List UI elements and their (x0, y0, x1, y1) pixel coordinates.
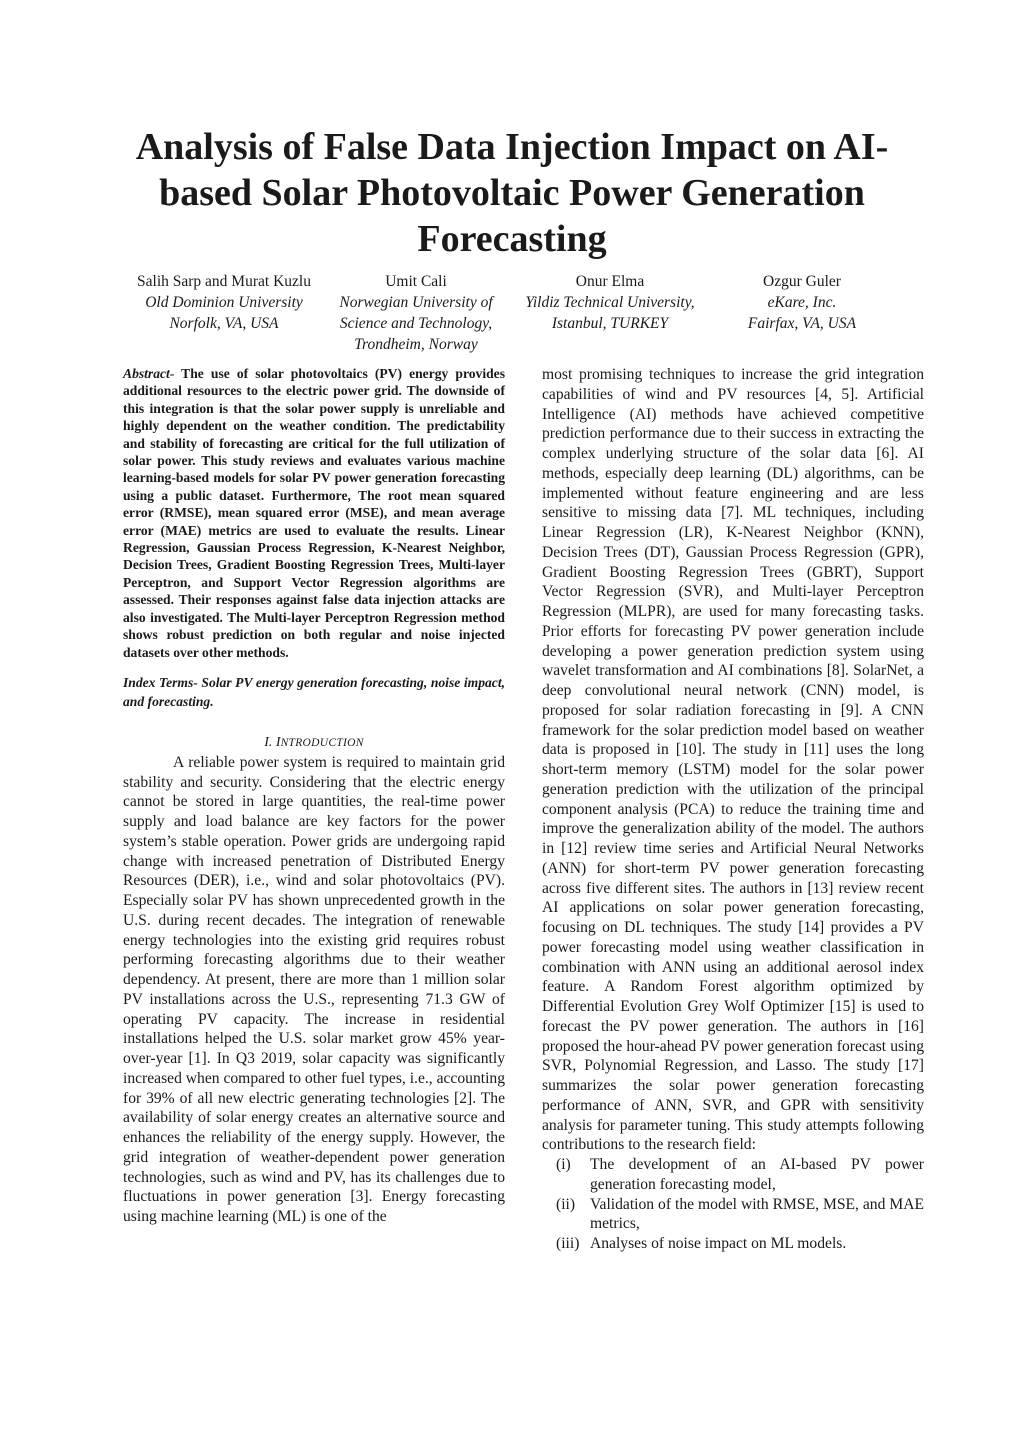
list-item-number: (ii) (556, 1195, 576, 1213)
author-location: Norfolk, VA, USA (169, 315, 279, 332)
paper-title: Analysis of False Data Injection Impact on AI-based Solar Photovoltaic Power Generation Forecasting (135, 126, 889, 260)
author-location: Istanbul, TURKEY (551, 315, 669, 332)
list-item-number: (i) (556, 1156, 571, 1173)
abstract-label: Abstract- (123, 366, 175, 381)
section-number: I. I (264, 734, 281, 750)
abstract (123, 365, 505, 661)
list-item-text: The development of an AI-based PV power generation forecasting model, (590, 1156, 924, 1193)
author-name: Ozgur Guler (763, 273, 841, 290)
author-name: Umit Cali (385, 273, 447, 290)
author-name: Salih Sarp and Murat Kuzlu (137, 273, 311, 290)
list-item-text: Analyses of noise impact on ML models. (590, 1235, 847, 1252)
author-affiliation: Old Dominion University (145, 294, 303, 311)
right-column (542, 365, 924, 1254)
list-item-number: (iii) (556, 1235, 580, 1252)
intro-paragraph-right: most promising techniques to increase the grid integration capabilities of wind and PV resources [4, 5]. Artificial Intelligence (AI) methods have achieved competitive prediction performance due to their success in extracting the complex underlying structure of the solar data [6]. AI methods, especially deep learning (DL) algorithms, can be implemented without feature engineering and are less sensitive to missing data [7]. ML techniques, including Linear Regression (LR), K-Nearest Neighbor (KNN), Decision Trees (DT), Gaussian Process Regression (GPR), Gradient Boosting Regression Trees (GBRT), Support Vector Regression (SVR), and Multi-layer Perceptron Regression (MLPR), are used for many forecasting tasks. Prior efforts for forecasting PV power generation include developing a power generation prediction system using wavelet transformation and AI combinations [8]. SolarNet, a deep convolutional neural network (CNN) model, is proposed for solar radiation forecasting in [9]. A CNN framework for the solar prediction model based on weather data is proposed in [10]. The study in [11] uses the long short-term memory (LSTM) model for the solar power generation prediction with the utilization of the principal component analysis (PCA) to reduce the training time and improve the generalization ability of the model. The authors in [12] review time series and Artificial Neural Networks (ANN) for short-term PV power generation forecasting across five different sites. The authors in [13] review recent AI applications on solar power generation forecasting, focusing on DL techniques. The study [14] provides a PV power forecasting model using weather classification in combination with ANN using an additional aerosol index feature. A Random Forest algorithm optimized by Differential Evolution Grey Wolf Optimizer [15] is used to forecast the PV power generation. The authors in [16] proposed the hour-ahead PV power generation forecast using SVR, Polynomial Regression, and Lasso. The study [17] summarizes the solar power generation forecasting performance of ANN, SVR, and GPR with sensitivity analysis for parameter tuning. This study attempts following contributions to the research field: (542, 366, 924, 1154)
left-column (123, 365, 505, 1227)
author-name: Onur Elma (575, 273, 645, 290)
author-block-4 (720, 271, 884, 334)
contributions-list (542, 1155, 924, 1254)
list-item (542, 1234, 924, 1254)
index-terms: Index Terms- Solar PV energy generation forecasting, noise impact, and forecasting. (123, 674, 505, 709)
author-affiliation: Yildiz Technical University, (525, 294, 695, 311)
intro-paragraph-left: A reliable power system is required to maintain grid stability and security. Considering that the electric energy cannot be stored in large quantities, the real-time power supply and load balance are key factors for the power system’s stable operation. Power grids are undergoing rapid change with increased penetration of Distributed Energy Resources (DER), i.e., wind and solar photovoltaics (PV). Especially solar PV has shown unprecedented growth in the U.S. during recent decades. The integration of renewable energy technologies into the existing grid requires robust performing forecasting algorithms due to their weather dependency. At present, there are more than 1 million solar PV installations across the U.S., representing 71.3 GW of operating PV capacity. The increase in residential installations helped the U.S. solar market grow 45% year-over-year [1]. In Q3 2019, solar capacity was significantly increased when compared to other fuel types, i.e., accounting for 39% of all new electric generating technologies [2]. The availability of solar energy creates an alternative source and enhances the reliability of the energy supply. However, the grid integration of weather-dependent power generation technologies, such as wind and PV, has its challenges due to fluctuations in power generation [3]. Energy forecasting using machine learning (ML) is one of the (123, 753, 505, 1226)
list-item (542, 1155, 924, 1195)
list-item-text: Validation of the model with RMSE, MSE, and MAE metrics, (590, 1195, 924, 1233)
abstract-text: The use of solar photovoltaics (PV) energy provides additional resources to the electric power grid. The downside of this integration is that the solar power supply is unreliable and highly dependent on the weather condition. The predictability and stability of forecasting are critical for the full utilization of solar power. This study reviews and evaluates various machine learning-based models for solar PV power generation forecasting using a public dataset. Furthermore, The root mean squared error (RMSE), mean squared error (MSE), and mean average error (MAE) metrics are used to evaluate the results. Linear Regression, Gaussian Process Regression, K-Nearest Neighbor, Decision Trees, Gradient Boosting Regression Trees, Multi-layer Perceptron, and Support Vector Regression algorithms are assessed. Their responses against false data injection attacks are also investigated. The Multi-layer Perceptron Regression method shows robust prediction on both regular and noise injected datasets over other methods. (123, 366, 505, 660)
section-title: NTRODUCTION (280, 736, 364, 749)
author-location: Fairfax, VA, USA (747, 315, 857, 332)
list-item (542, 1195, 924, 1235)
author-block-3 (512, 271, 708, 334)
author-affiliation: Norwegian University of Science and Technology, (339, 294, 493, 332)
author-block-1 (118, 271, 330, 334)
section-heading (123, 733, 505, 753)
author-affiliation: eKare, Inc. (767, 294, 837, 311)
author-location: Trondheim, Norway (354, 336, 478, 353)
author-block-2 (328, 271, 504, 355)
